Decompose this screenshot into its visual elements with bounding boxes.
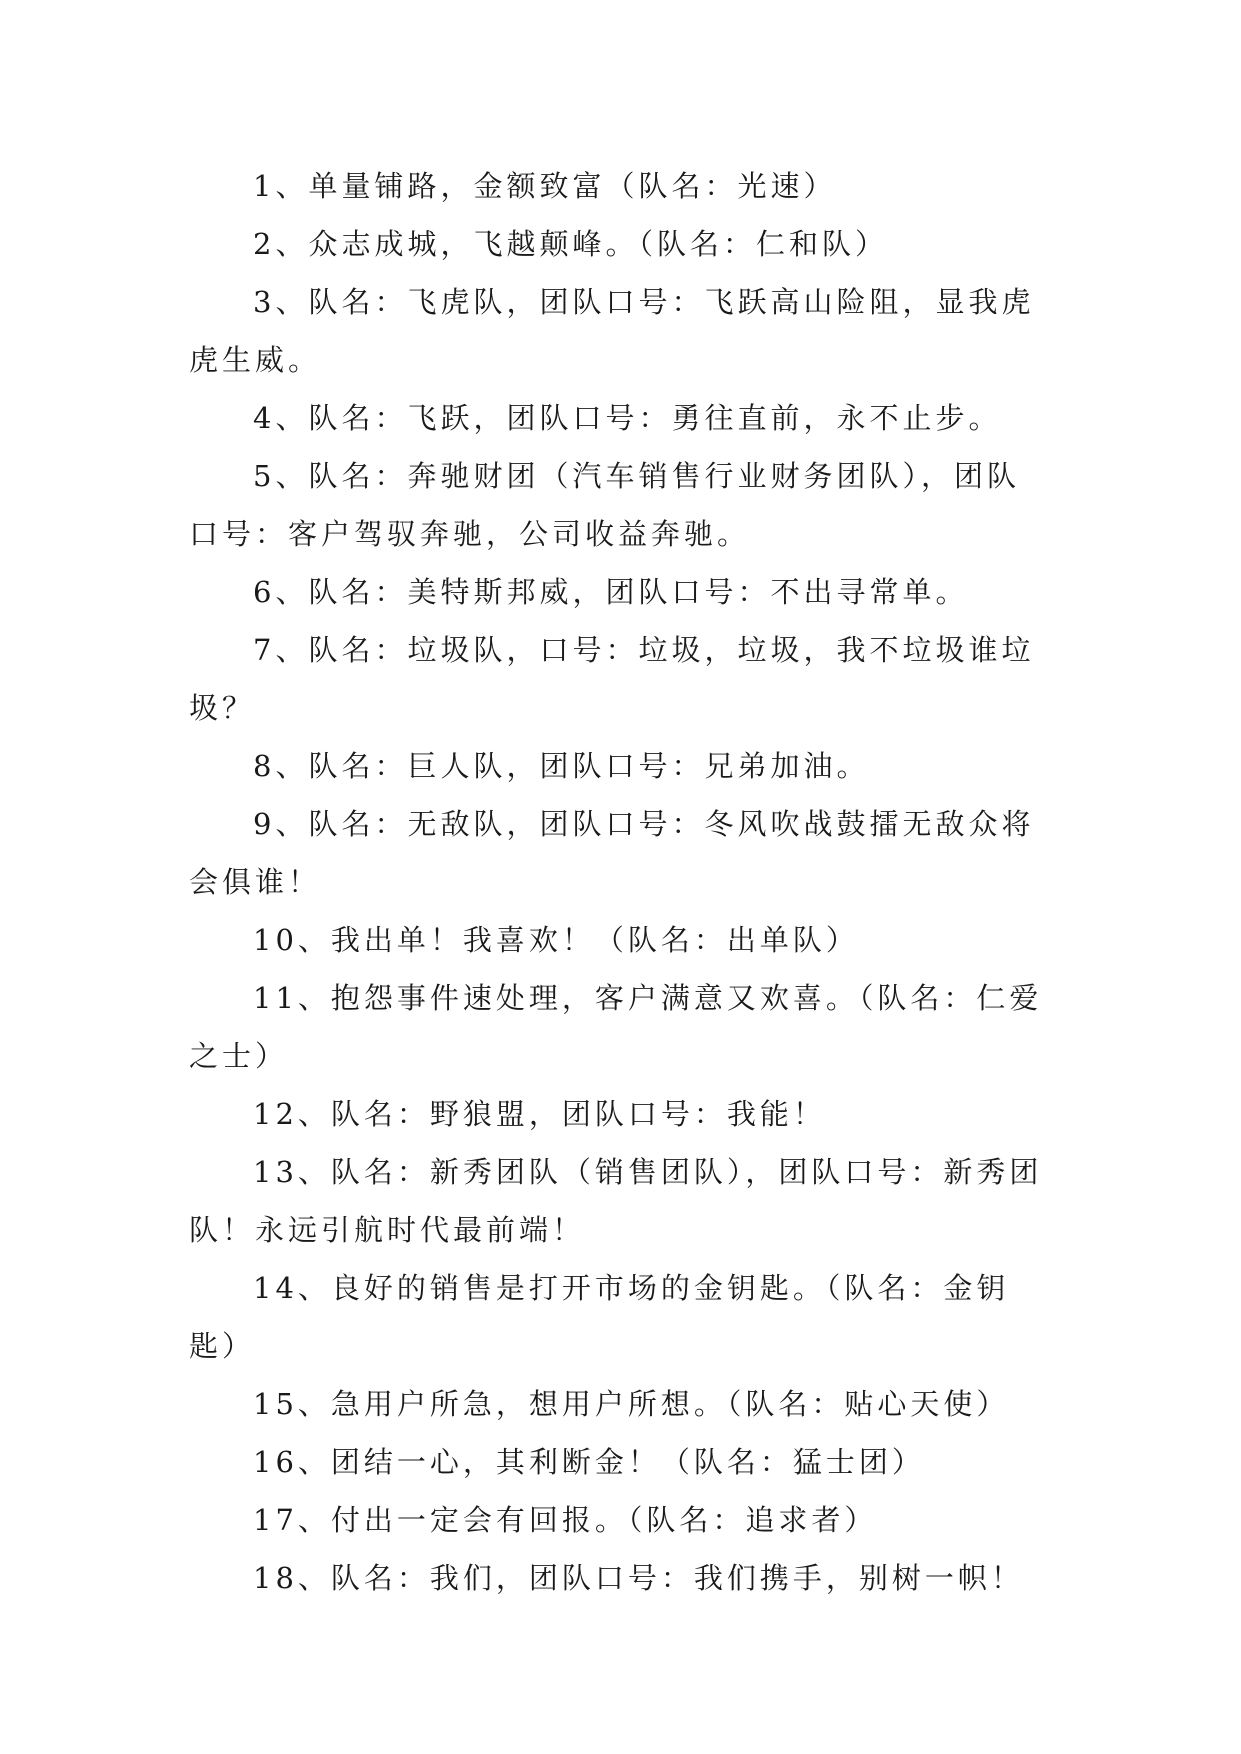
paragraph-17: 17、付出一定会有回报。（队名：追求者） [253, 1503, 878, 1537]
paragraph-11: 11、抱怨事件速处理，客户满意又欢喜。（队名：仁爱之士） [189, 981, 1043, 1073]
paragraph-13: 13、队名：新秀团队（销售团队），团队口号：新秀团队！永远引航时代最前端！ [189, 1155, 1043, 1247]
paragraph-4: 4、队名：飞跃，团队口号：勇往直前，永不止步。 [253, 401, 1002, 435]
paragraph-1: 1、单量铺路，金额致富（队名：光速） [253, 169, 837, 203]
paragraph-12: 12、队名：野狼盟，团队口号：我能！ [253, 1097, 826, 1131]
paragraph-9: 9、队名：无敌队，团队口号：冬风吹战鼓擂无敌众将会俱谁！ [189, 807, 1035, 899]
paragraph-10: 10、我出单！我喜欢！（队名：出单队） [253, 923, 859, 957]
paragraph-7: 7、队名：垃圾队，口号：垃圾，垃圾，我不垃圾谁垃圾？ [189, 633, 1035, 725]
paragraph-18: 18、队名：我们，团队口号：我们携手，别树一帜！ [253, 1561, 1024, 1595]
paragraph-15: 15、急用户所急，想用户所想。（队名：贴心天使） [253, 1387, 1010, 1421]
document-body [189, 157, 1051, 1607]
paragraph-6: 6、队名：美特斯邦威，团队口号：不出寻常单。 [253, 575, 969, 609]
paragraph-14: 14、良好的销售是打开市场的金钥匙。（队名：金钥匙） [189, 1271, 1010, 1363]
paragraph-5: 5、队名：奔驰财团（汽车销售行业财务团队），团队口号：客户驾驭奔驰，公司收益奔驰。 [189, 459, 1020, 551]
paragraph-3: 3、队名：飞虎队，团队口号：飞跃高山险阻，显我虎虎生威。 [189, 285, 1035, 377]
paragraph-8: 8、队名：巨人队，团队口号：兄弟加油。 [253, 749, 870, 783]
paragraph-16: 16、团结一心，其利断金！（队名：猛士团） [253, 1445, 925, 1479]
paragraph-2: 2、众志成城，飞越颠峰。（队名：仁和队） [253, 227, 888, 261]
